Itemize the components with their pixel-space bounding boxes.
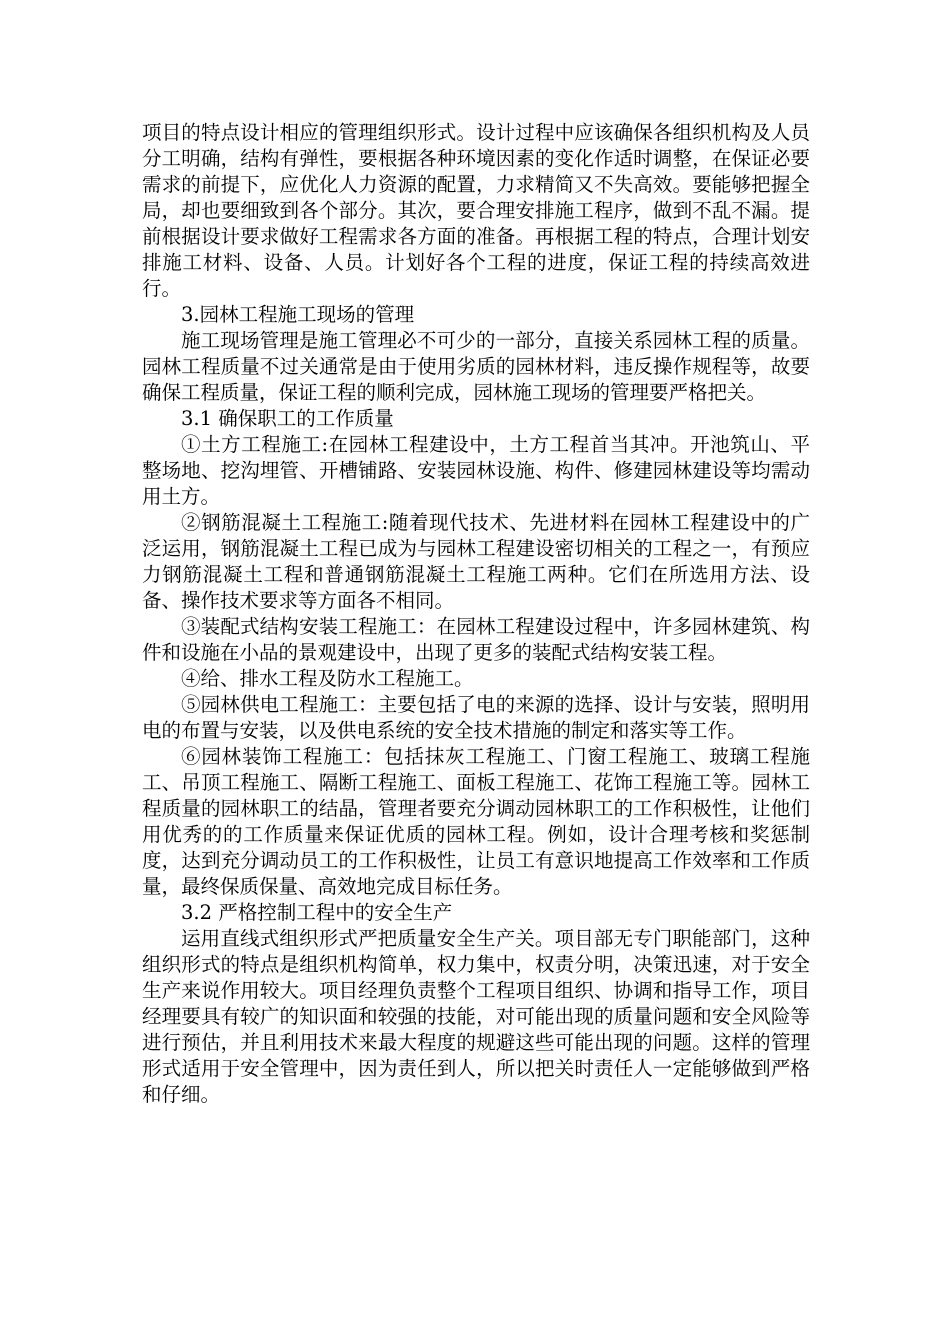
paragraph-item-3: ③装配式结构安装工程施工：在园林工程建设过程中，许多园林建筑、构件和设施在小品的景观建设中，出现了更多的装配式结构安装工程。 bbox=[142, 615, 810, 664]
paragraph-item-5: ⑤园林供电工程施工：主要包括了电的来源的选择、设计与安装，照明用电的布置与安装，以及供电系统的安全技术措施的制定和落实等工作。 bbox=[142, 693, 810, 742]
paragraph-intro: 项目的特点设计相应的管理组织形式。设计过程中应该确保各组织机构及人员分工明确，结构有弹性，要根据各种环境因素的变化作适时调整，在保证必要需求的前提下，应优化人力资源的配置，力求精简又不失高效。要能够把握全局，却也要细致到各个部分。其次，要合理安排施工程序，做到不乱不漏。提前根据设计要求做好工程需求各方面的准备。再根据工程的特点，合理计划安排施工材料、设备、人员。计划好各个工程的进度，保证工程的持续高效进行。 bbox=[142, 121, 810, 300]
paragraph-item-1: ①土方工程施工:在园林工程建设中，土方工程首当其冲。开池筑山、平整场地、挖沟埋管、开槽铺路、安装园林设施、构件、修建园林建设等均需动用土方。 bbox=[142, 433, 810, 508]
paragraph-item-6: ⑥园林装饰工程施工：包括抹灰工程施工、门窗工程施工、玻璃工程施工、吊顶工程施工、隔断工程施工、面板工程施工、花饰工程施工等。园林工程质量的园林职工的结晶，管理者要充分调动园林职工的工作积极性，让他们用优秀的的工作质量来保证优质的园林工程。例如，设计合理考核和奖惩制度，达到充分调动员工的工作积极性，让员工有意识地提高工作效率和工作质量，最终保质保量、高效地完成目标任务。 bbox=[142, 745, 810, 898]
paragraph-item-4: ④给、排水工程及防水工程施工。 bbox=[181, 667, 474, 690]
paragraph-site-management: 施工现场管理是施工管理必不可少的一部分，直接关系园林工程的质量。园林工程质量不过关通常是由于使用劣质的园林材料，违反操作规程等，故要确保工程质量，保证工程的顺利完成，园林施工现场的管理要严格把关。 bbox=[142, 329, 810, 404]
section-heading-3-2: 3.2 严格控制工程中的安全生产 bbox=[181, 901, 453, 924]
section-heading-3: 3.园林工程施工现场的管理 bbox=[181, 303, 415, 326]
paragraph-safety-production: 运用直线式组织形式严把质量安全生产关。项目部无专门职能部门，这种组织形式的特点是组织机构简单，权力集中，权责分明，决策迅速，对于安全生产来说作用较大。项目经理负责整个工程项目组织、协调和指导工作，项目经理要具有较广的知识面和较强的技能，对可能出现的质量问题和安全风险等进行预估，并且利用技术来最大程度的规避这些可能出现的问题。这样的管理形式适用于安全管理中，因为责任到人，所以把关时责任人一定能够做到严格和仔细。 bbox=[142, 927, 810, 1106]
paragraph-item-2: ②钢筋混凝土工程施工:随着现代技术、先进材料在园林工程建设中的广泛运用，钢筋混凝土工程已成为与园林工程建设密切相关的工程之一，有预应力钢筋混凝土工程和普通钢筋混凝土工程施工两种。它们在所选用方法、设备、操作技术要求等方面各不相同。 bbox=[142, 511, 810, 612]
section-heading-3-1: 3.1 确保职工的工作质量 bbox=[181, 407, 394, 430]
document-page bbox=[142, 120, 810, 1108]
